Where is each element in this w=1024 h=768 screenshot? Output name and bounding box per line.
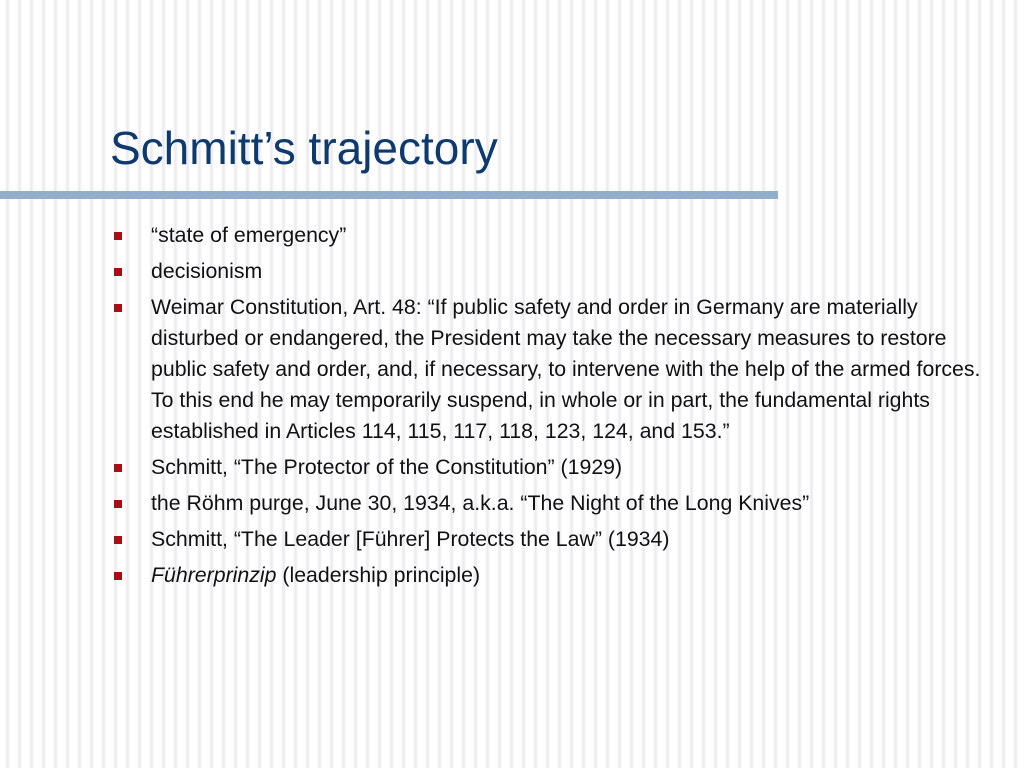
square-bullet-icon	[114, 464, 122, 472]
bullet-item	[114, 256, 984, 287]
title-divider	[0, 191, 778, 199]
square-bullet-icon	[114, 268, 122, 276]
square-bullet-icon	[114, 536, 122, 544]
bullet-list	[114, 220, 984, 596]
bullet-text: the Röhm purge, June 30, 1934, a.k.a. “The Night of the Long Knives”	[151, 491, 810, 515]
bullet-item	[114, 488, 984, 519]
square-bullet-icon	[114, 572, 122, 580]
bullet-text	[151, 563, 480, 587]
bullet-item	[114, 220, 984, 251]
bullet-text: “state of emergency”	[151, 223, 347, 247]
square-bullet-icon	[114, 500, 122, 508]
bullet-italic-term: Führerprinzip	[151, 563, 277, 587]
bullet-item	[114, 524, 984, 555]
bullet-item	[114, 292, 984, 447]
bullet-term-gloss: (leadership principle)	[276, 563, 481, 587]
bullet-text: decisionism	[151, 259, 263, 283]
bullet-item	[114, 452, 984, 483]
square-bullet-icon	[114, 304, 122, 312]
slide-title: Schmitt’s trajectory	[110, 122, 498, 174]
square-bullet-icon	[114, 232, 122, 240]
bullet-item	[114, 560, 984, 591]
bullet-text: Schmitt, “The Leader [Führer] Protects the Law” (1934)	[151, 527, 670, 551]
bullet-text: Schmitt, “The Protector of the Constitution” (1929)	[151, 455, 623, 479]
bullet-text: Weimar Constitution, Art. 48: “If public safety and order in Germany are materially disturbed or endangered, the President may take the necessary measures to restore public safety and order, and, if necessary, to intervene with the help of the armed forces. To this end he may temporarily suspend, in whole or in part, the fundamental rights established in Articles 114, 115, 117, 118, 123, 124, and 153.”	[151, 295, 981, 443]
